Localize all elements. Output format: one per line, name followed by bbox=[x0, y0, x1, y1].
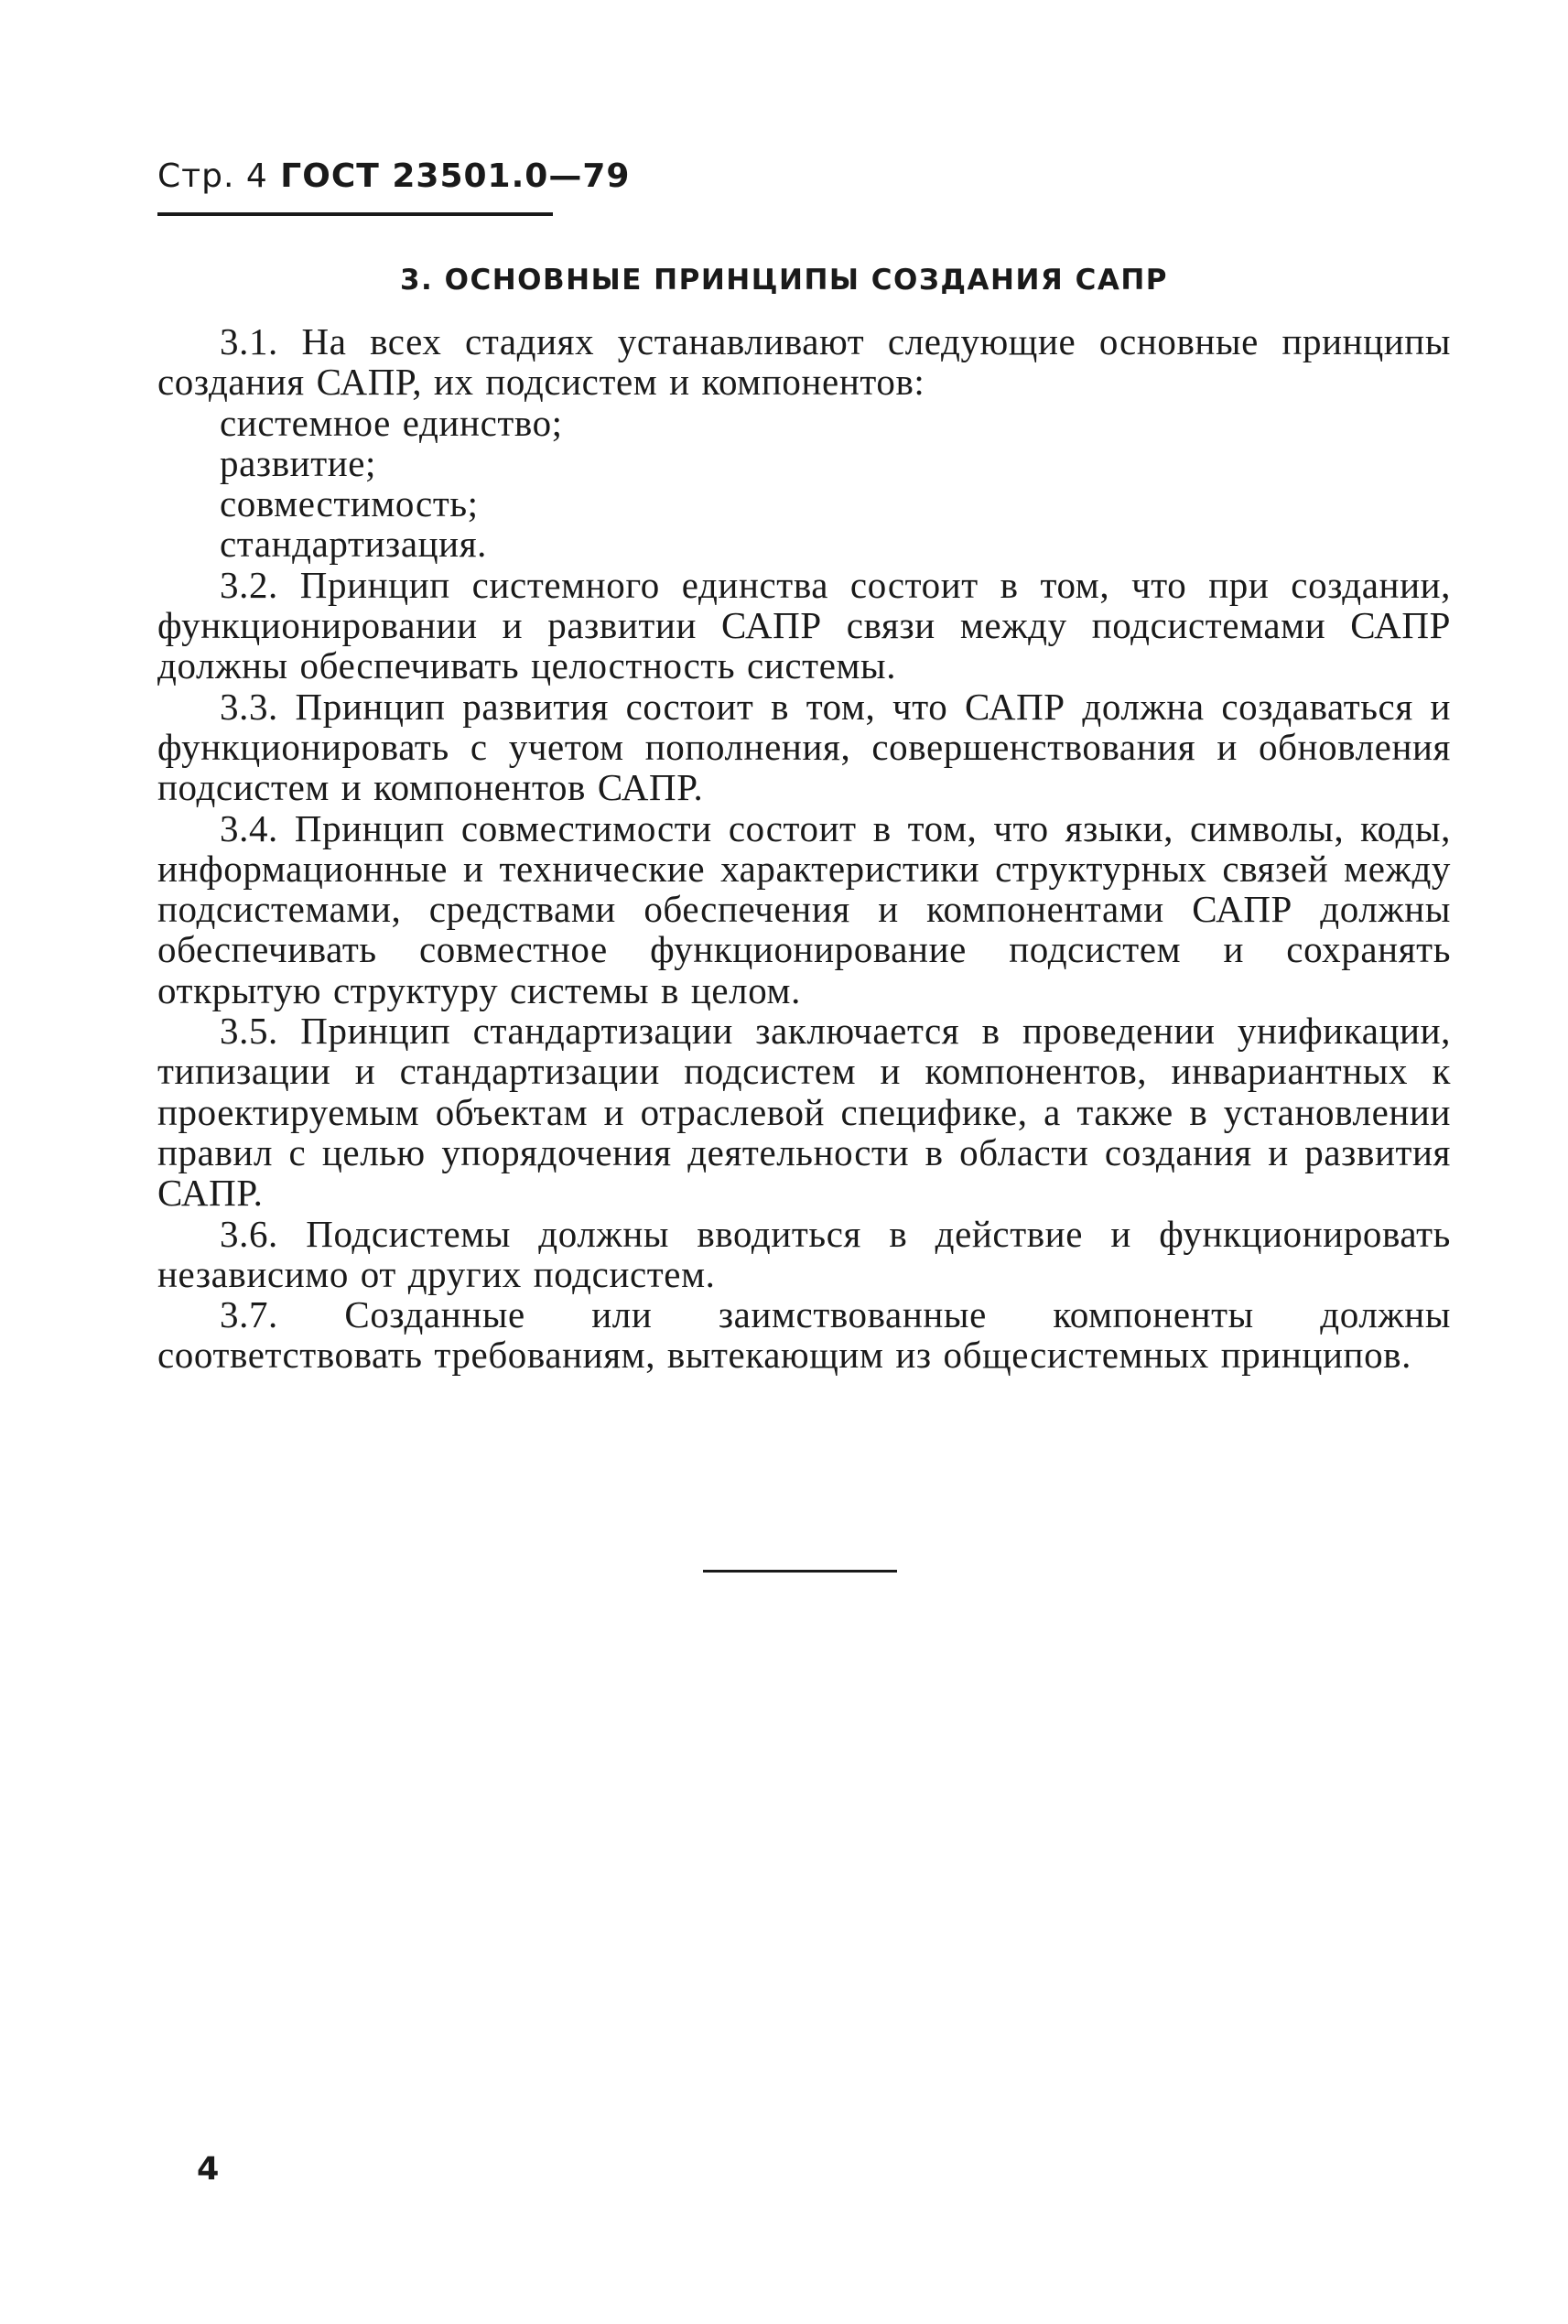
section-title: 3. ОСНОВНЫЕ ПРИНЦИПЫ СОЗДАНИЯ САПР bbox=[399, 264, 1168, 297]
paragraph-3-5: 3.5. Принцип стандартизации заключается в проведении унификации, типизации и стандартизации подсистем и компонентов, инвариантных к проектируемым объектам и отраслевой специфике, а также в установлении правил с целью упорядочения деятельности в области создания и развития САПР. bbox=[157, 1010, 1451, 1215]
running-header bbox=[157, 157, 630, 195]
header-page-label: Стр. 4 bbox=[157, 157, 268, 195]
paragraph-3-3: 3.3. Принцип развития состоит в том, что САПР должна создаваться и функционировать с учетом пополнения, совершенствования и обновления подсистем и компонентов САПР. bbox=[157, 685, 1451, 809]
header-doc-code: ГОСТ 23501.0—79 bbox=[280, 157, 631, 195]
page-number: 4 bbox=[197, 2151, 220, 2188]
list-item-compatibility: совместимость; bbox=[220, 482, 479, 525]
paragraph-3-2: 3.2. Принцип системного единства состоит в том, что при создании, функционировании и развитии САПР связи между подсистемами САПР должны обеспечивать целостность системы. bbox=[157, 563, 1451, 687]
paragraph-3-4: 3.4. Принцип совместимости состоит в том, что языки, символы, коды, информационные и технические характеристики структурных связей между подсистемами, средствами обеспечения и компонентами САПР должны обеспечивать совместное функционирование подсистем и сохранять открытую структуру системы в целом. bbox=[157, 806, 1451, 1011]
section-body bbox=[157, 321, 1451, 1376]
list-item-standardization: стандартизация. bbox=[220, 523, 488, 566]
paragraph-3-1: 3.1. На всех стадиях устанавливают следующие основные принципы создания САПР, их подсистем и компонентов: bbox=[157, 320, 1451, 404]
paragraph-3-6: 3.6. Подсистемы должны вводиться в действие и функционировать независимо от других подсистем. bbox=[157, 1212, 1451, 1295]
end-of-section-rule bbox=[703, 1570, 897, 1573]
header-rule bbox=[157, 212, 553, 216]
list-item-development: развитие; bbox=[220, 441, 377, 484]
list-item-system-unity: системное единство; bbox=[220, 401, 563, 444]
paragraph-3-7: 3.7. Созданные или заимствованные компоненты должны соответствовать требованиям, вытекающим из общесистемных принципов. bbox=[157, 1293, 1451, 1377]
